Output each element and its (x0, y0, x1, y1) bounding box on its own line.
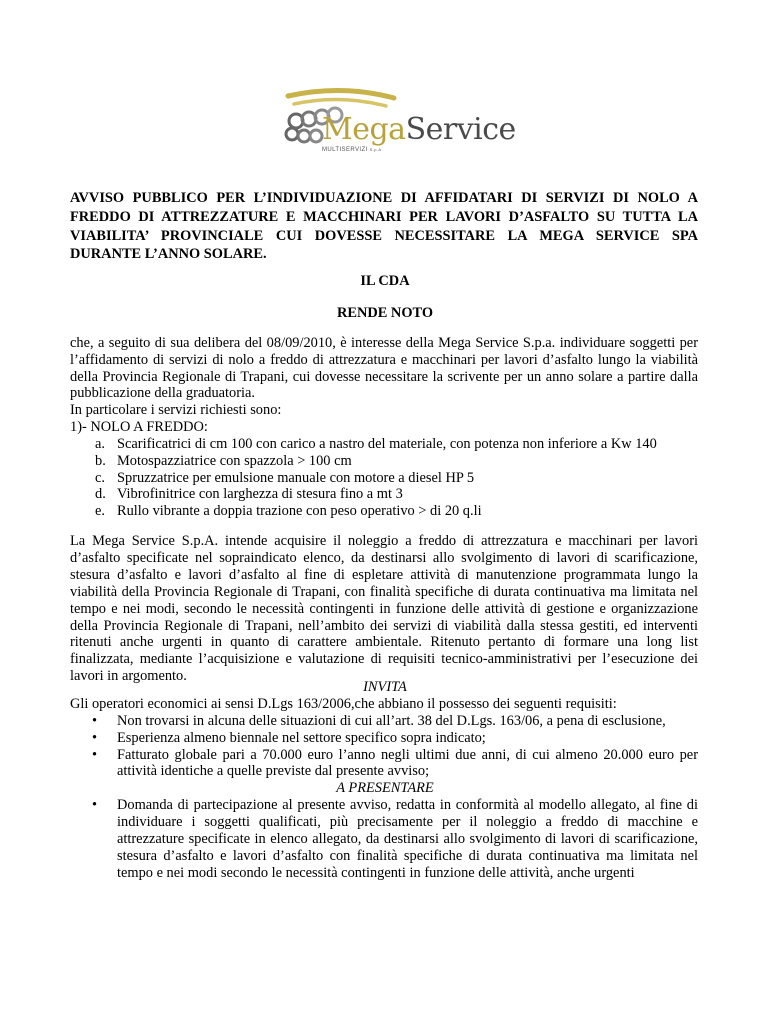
list-item-text: Domanda di partecipazione al presente avviso, redatta in conformità al modello allegato, al fine di individuare i soggetti qualificati, più precisamente per il noleggio a freddo di macchine e attrezzature specificate in elenco allegato, da destinarsi allo svolgimento di lavori di scarificazione, stesura d’asfalto e lavori d’asfalto con finalità specifiche di durata continuativa ma limitata nel tempo e nei modi secondo le necessità contingenti in funzione delle attività, anche urgenti (117, 797, 698, 881)
list-item (70, 747, 698, 781)
list-item-text: Fatturato globale pari a 70.000 euro l’anno negli ultimi due anni, di cui almeno 20.000 euro per attività identiche a quelle previste dal presente avviso; (117, 746, 698, 780)
list-item-text: Vibrofinitrice con larghezza di stesura fino a mt 3 (117, 486, 403, 503)
logo-subtitle-text: MULTISERVIZI (322, 147, 368, 153)
list-item (70, 453, 698, 470)
mega-service-logo (282, 84, 516, 160)
bullet-icon: • (92, 729, 98, 746)
list-item (70, 436, 698, 453)
bullet-icon: • (92, 797, 98, 813)
requirements-list (70, 713, 698, 780)
list-item (70, 503, 698, 520)
logo-brand-second: Service (405, 112, 516, 147)
notice-title: AVVISO PUBBLICO PER L’INDIVIDUAZIONE DI AFFIDATARI DI SERVIZI DI NOLO A FREDDO DI ATTREZZATURE E MACCHINARI PER LAVORI D’ASFALTO SU TUTTA LA VIABILITA’ PROVINCIALE CUI DOVESSE NECESSITARE LA MEGA SERVICE SPA DURANTE L’ANNO SOLARE. (70, 190, 698, 263)
logo-subtitle (322, 147, 383, 153)
submission-list (70, 797, 698, 882)
list-item-text: Spruzzatrice per emulsione manuale con motore a diesel HP 5 (117, 469, 475, 486)
cda-heading: IL CDA (360, 273, 410, 289)
list-item (70, 797, 698, 882)
list-item (70, 730, 698, 747)
description-paragraph: La Mega Service S.p.A. intende acquisire il noleggio a freddo di attrezzatura e macchinari per lavori d’asfalto specificate nel sopraindicato elenco, da destinarsi allo svolgimento di lavori di scarificazione, stesura d’asfalto e lavori d’asfalto al fine di espletare attività di manutenzione programmata lungo la viabilità della Provincia Regionale di Trapani, con finalità specifiche di durata continuativa ma limitata nel tempo e nei modi, secondo le necessità contingenti in funzione delle attività di gestione e organizzazione della Provincia Regionale di Trapani, nell’ambito dei servizi di viabilità dalla stessa gestiti, ed interventi ritenuti anche urgenti in quanto di carattere ambientale. Ritenuto pertanto di formare una long list finalizzata, mediante l’acquisizione e valutazione di requisiti tecnico-amministrativi per l’esecuzione dei lavori in argomento. (70, 533, 698, 685)
bullet-icon: • (92, 713, 98, 729)
list-item (70, 470, 698, 487)
list-item-text: Rullo vibrante a doppia trazione con peso operativo > di 20 q.li (117, 503, 482, 520)
list-marker: a. (95, 436, 105, 452)
list-item (70, 713, 698, 730)
list-item (70, 486, 698, 503)
list-item-text: Esperienza almeno biennale nel settore specifico sopra indicato; (117, 729, 486, 746)
operators-intro: Gli operatori economici ai sensi D.Lgs 163/2006,che abbiano il possesso dei seguenti requisiti: (70, 696, 617, 712)
logo-brand-first: Mega (322, 112, 406, 147)
list-item-text: Non trovarsi in alcuna delle situazioni di cui all’art. 38 del D.Lgs. 163/06, a pena di esclusione, (117, 713, 666, 729)
logo-wordmark (322, 114, 516, 146)
list-marker: d. (95, 486, 106, 503)
nolo-heading: 1)- NOLO A FREDDO: (70, 419, 208, 435)
logo-suffix: S.p.A. (369, 147, 383, 152)
bullet-icon: • (92, 746, 98, 763)
list-marker: e. (95, 503, 105, 520)
list-item-text: Motospazziatrice con spazzola > 100 cm (117, 452, 352, 469)
invita-heading: INVITA (363, 679, 407, 695)
list-item-text: Scarificatrici di cm 100 con carico a nastro del materiale, con potenza non inferiore a Kw 140 (117, 436, 657, 452)
nolo-items-list (70, 436, 698, 520)
intro-paragraph: che, a seguito di sua delibera del 08/09/2010, è interesse della Mega Service S.p.a. individuare soggetti per l’affidamento di servizi di nolo a freddo di attrezzatura e macchinari per lavori d’asfalto lungo la viabilità della Provincia Regionale di Trapani, cui dovesse necessitare la scrivente per un anno solare a partire dalla pubblicazione della graduatoria. (70, 335, 698, 402)
a-presentare-heading: A PRESENTARE (336, 780, 434, 796)
services-intro: In particolare i servizi richiesti sono: (70, 402, 282, 418)
rende-noto-heading: RENDE NOTO (336, 305, 434, 321)
list-marker: c. (95, 469, 105, 486)
list-marker: b. (95, 452, 106, 469)
